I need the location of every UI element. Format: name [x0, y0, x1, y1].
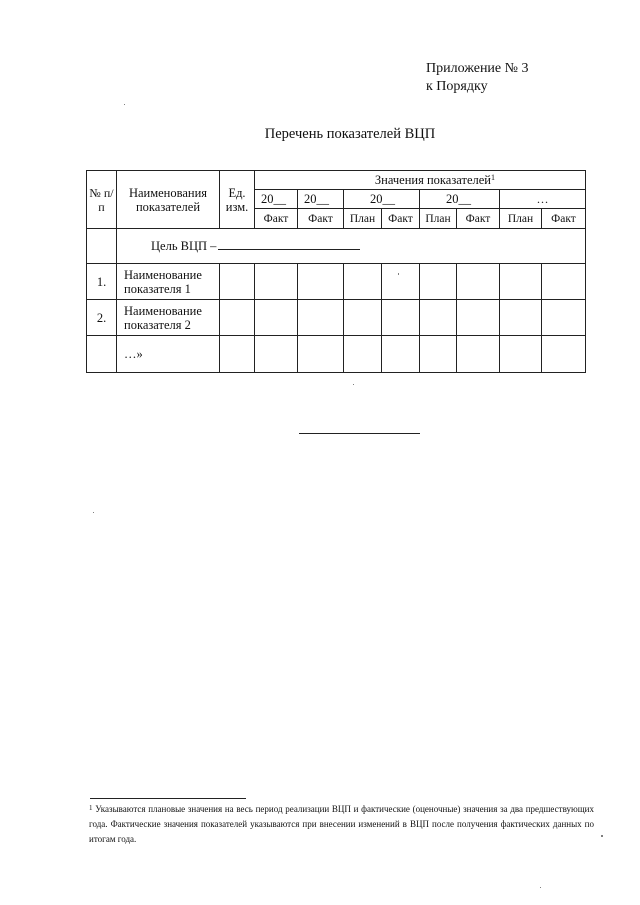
year-2: 20__: [298, 190, 344, 209]
year-3: 20__: [344, 190, 420, 209]
sub-header-7: План: [500, 209, 542, 229]
footnote-rule: [90, 798, 246, 799]
header-number: № п/п: [87, 171, 117, 229]
footnote-mark: 1: [491, 173, 495, 182]
scan-speck: [601, 835, 603, 837]
annex-reference: [426, 60, 529, 96]
footnote-number: 1: [89, 804, 93, 812]
header-values: Значения показателей$^1$: [255, 171, 586, 190]
header-unit: Ед. изм.: [220, 171, 255, 229]
row-indicator-name: Наименование показателя 1: [117, 264, 220, 300]
goal-number-cell: [87, 229, 117, 264]
row-indicator-name: Наименование показателя 2: [117, 300, 220, 336]
goal-label: Цель ВЦП –: [151, 239, 217, 253]
sub-header-6: Факт: [457, 209, 500, 229]
scan-speck: [353, 384, 354, 385]
year-more: …: [500, 190, 586, 209]
indicators-table: [86, 170, 586, 373]
scan-speck: [93, 512, 94, 513]
sub-header-8: Факт: [542, 209, 586, 229]
scan-speck: [540, 887, 541, 888]
annex-order: к Порядку: [426, 79, 488, 94]
sub-header-4: Факт: [382, 209, 420, 229]
row-indicator-name: …»: [117, 336, 220, 373]
annex-number: Приложение № 3: [426, 61, 529, 76]
sub-header-2: Факт: [298, 209, 344, 229]
row-number: 2.: [87, 300, 117, 336]
header-indicator-name: Наименования показателей: [117, 171, 220, 229]
goal-blank-line: [218, 239, 360, 250]
sub-header-3: План: [344, 209, 382, 229]
document-title: Перечень показателей ВЦП: [264, 126, 436, 142]
footnote-text: Указываются плановые значения на весь период реализации ВЦП и фактические (оценочные) значения за два предшествующих года. Фактические значения показателей указываются при внесении изменений в ВЦП после получения фактических данных по итогам года.: [89, 804, 594, 844]
table-row: [87, 264, 586, 300]
table-row: [87, 300, 586, 336]
sub-header-5: План: [420, 209, 457, 229]
year-1: 20__: [255, 190, 298, 209]
row-number: 1.: [87, 264, 117, 300]
year-4: 20__: [420, 190, 500, 209]
scan-speck: [398, 273, 399, 275]
footnote: [89, 802, 594, 847]
sub-header-1: Факт: [255, 209, 298, 229]
table-row: [87, 336, 586, 373]
row-number: [87, 336, 117, 373]
goal-row: [117, 229, 586, 264]
scan-speck: [124, 104, 125, 105]
end-separator-line: [299, 433, 420, 434]
